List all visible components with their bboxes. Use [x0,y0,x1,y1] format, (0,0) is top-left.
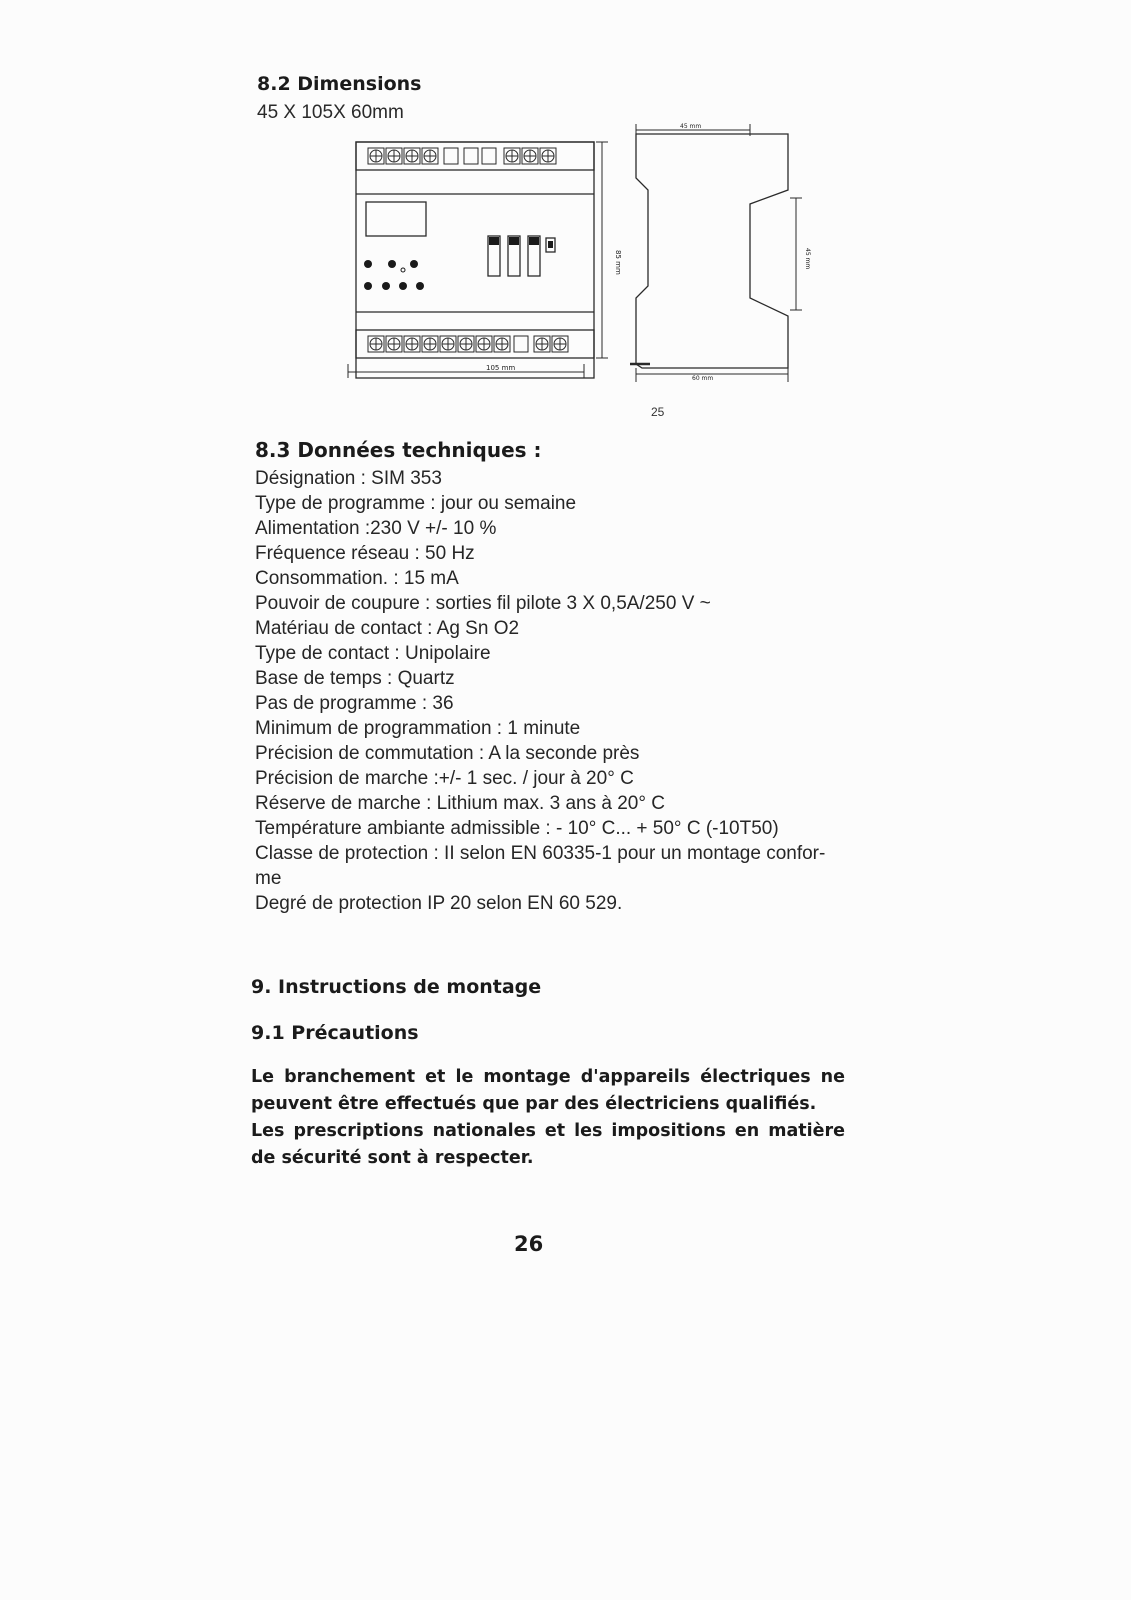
spec-running-precision: Précision de marche :+/- 1 sec. / jour à 20° C [255,768,634,789]
figure-number: 25 [651,405,665,419]
spec-contact-material: Matériau de contact : Ag Sn O2 [255,618,520,639]
top-terminal-row [368,148,556,164]
page-number: 26 [514,1232,544,1256]
spec-protection-class: Classe de protection : II selon EN 60335-1 pour un montage confor-me [255,843,826,889]
precautions-line-1: Le branchement et le montage d'appareils électriques ne peuvent être effectués que par des électriciens qualifiés. [251,1067,845,1114]
precautions-text [251,1064,845,1172]
front-view-body [356,142,594,378]
spec-power-supply: Alimentation :230 V +/- 10 % [255,518,497,539]
spec-contact-type: Type de contact : Unipolaire [255,643,491,664]
side-top-label: 45 mm [680,123,702,130]
spec-designation: Désignation : SIM 353 [255,468,442,489]
dimensions-value: 45 X 105X 60mm [257,102,404,123]
technical-data-heading: 8.3 Données techniques : [255,438,542,462]
spec-time-base: Base de temps : Quartz [255,668,455,689]
display-window [366,202,426,236]
side-bottom-label: 60 mm [692,375,714,382]
front-height-label: 85 mm [614,250,622,275]
mounting-heading: 9. Instructions de montage [251,976,542,998]
side-inner-label: 45 mm [804,248,811,270]
side-view-profile [636,134,788,368]
spec-breaking-capacity: Pouvoir de coupure : sorties fil pilote 3 X 0,5A/250 V ~ [255,593,711,614]
spec-protection-degree: Degré de protection IP 20 selon EN 60 529. [255,893,623,914]
spec-switching-precision: Précision de commutation : A la seconde près [255,743,640,764]
spec-program-type: Type de programme : jour ou semaine [255,493,577,514]
bottom-terminal-row [368,336,568,352]
spec-power-reserve: Réserve de marche : Lithium max. 3 ans à 20° C [255,793,665,814]
precautions-line-2: Les prescriptions nationales et les impositions en matière de sécurité sont à respecter. [251,1121,845,1168]
spec-frequency: Fréquence réseau : 50 Hz [255,543,475,564]
technical-data-list [255,466,855,916]
spec-ambient-temperature: Température ambiante admissible : - 10° C... + 50° C (-10T50) [255,818,779,839]
dimensions-heading: 8.2 Dimensions [257,73,422,95]
button-dots [364,260,424,290]
spec-program-steps: Pas de programme : 36 [255,693,454,714]
spec-consumption: Consommation. : 15 mA [255,568,459,589]
spec-min-programming: Minimum de programmation : 1 minute [255,718,581,739]
front-width-label: 105 mm [486,364,516,372]
precautions-heading: 9.1 Précautions [251,1022,419,1044]
dimension-drawing [330,118,820,400]
